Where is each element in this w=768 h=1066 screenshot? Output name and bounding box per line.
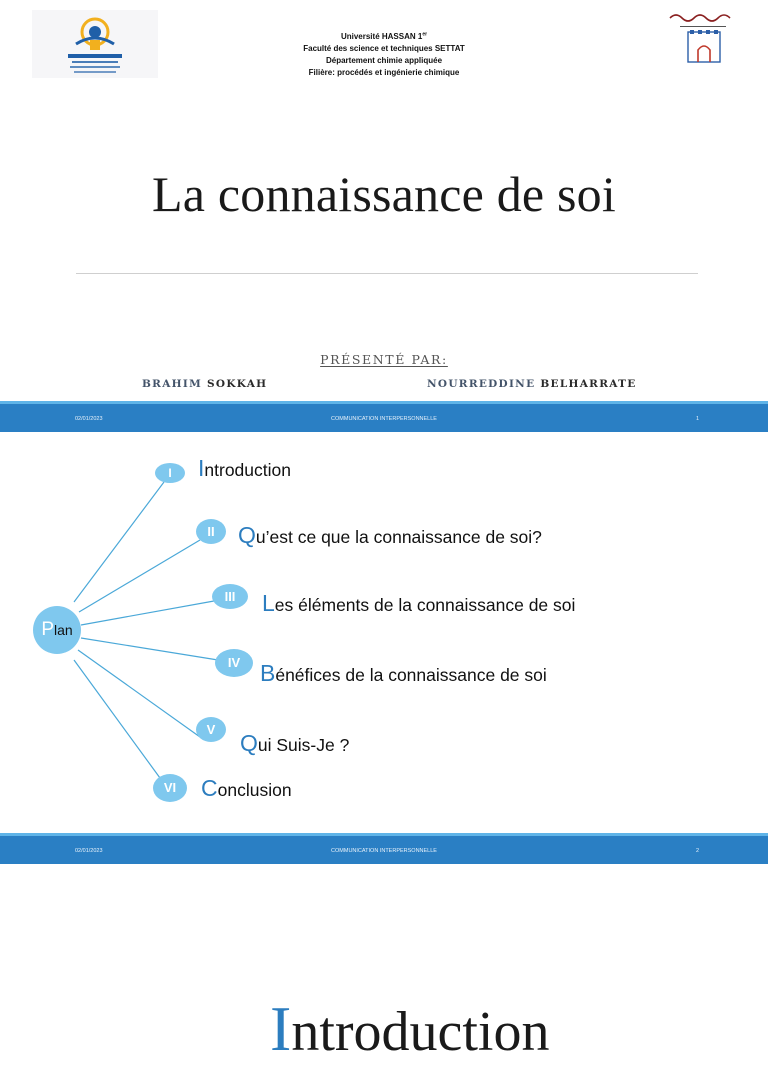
slide-footer-2 (0, 833, 768, 864)
heading-initial: I (270, 993, 292, 1064)
item-label: ui Suis-Je ? (257, 735, 350, 755)
author-last-name: SOKKAH (206, 378, 268, 390)
item-label: ntroduction (204, 460, 291, 480)
item-label: u’est ce que la connaissance de soi? (255, 527, 542, 547)
plan-badge-1: I (155, 463, 185, 483)
plan-badge-4: IV (215, 649, 253, 677)
introduction-heading (270, 992, 550, 1066)
item-initial: I (198, 455, 205, 481)
university-name: Université HASSAN 1er (340, 31, 428, 41)
item-label: énéfices de la connaissance de soi (275, 665, 547, 685)
connector-line (79, 540, 200, 612)
plan-item-benefits (260, 660, 547, 687)
footer-page-number: 1 (696, 416, 700, 422)
plan-item-conclusion (201, 775, 292, 802)
plan-hub-initial: P (41, 619, 54, 640)
item-initial: C (201, 775, 218, 801)
program-name: Filière: procédés et ingénierie chimique (308, 68, 460, 77)
plan-hub-label: lan (54, 622, 73, 638)
plan-item-elements (262, 590, 575, 617)
plan-badge-2: II (196, 519, 226, 544)
presented-by-label: PRÉSENTÉ PAR: (320, 352, 448, 367)
item-initial: Q (240, 730, 258, 756)
connector-line (81, 638, 218, 660)
plan-item-definition (238, 522, 542, 549)
heading-label: ntroduction (291, 1001, 550, 1063)
plan-badge-3: III (212, 584, 248, 609)
author-first-name: NOURREDDINE (427, 378, 536, 390)
connector-line (74, 482, 164, 602)
author-last-name: BELHARRATE (540, 378, 637, 390)
footer-date: 02/01/2023 (75, 416, 103, 422)
item-initial: B (260, 660, 276, 686)
connector-line (78, 650, 200, 737)
item-initial: Q (238, 522, 256, 548)
item-initial: L (262, 590, 275, 616)
department-name: Département chimie appliquée (325, 56, 443, 65)
footer-title: COMMUNICATION INTERPERSONNELLE (331, 416, 437, 422)
plan-badge-6: VI (153, 774, 187, 802)
plan-item-introduction (198, 455, 291, 482)
presentation-title: La connaissance de soi (152, 166, 616, 222)
plan-hub (33, 606, 81, 654)
item-label: onclusion (217, 780, 292, 800)
faculty-name: Faculté des science et techniques SETTAT (303, 44, 465, 53)
footer-page-number: 2 (696, 848, 700, 854)
item-label: es éléments de la connaissance de soi (274, 595, 576, 615)
plan-badge-5: V (196, 717, 226, 742)
plan-item-who-am-i (240, 730, 349, 757)
footer-title: COMMUNICATION INTERPERSONNELLE (331, 848, 437, 854)
footer-date: 02/01/2023 (75, 848, 103, 854)
author-first-name: BRAHIM (142, 378, 203, 390)
connector-line (81, 601, 214, 625)
